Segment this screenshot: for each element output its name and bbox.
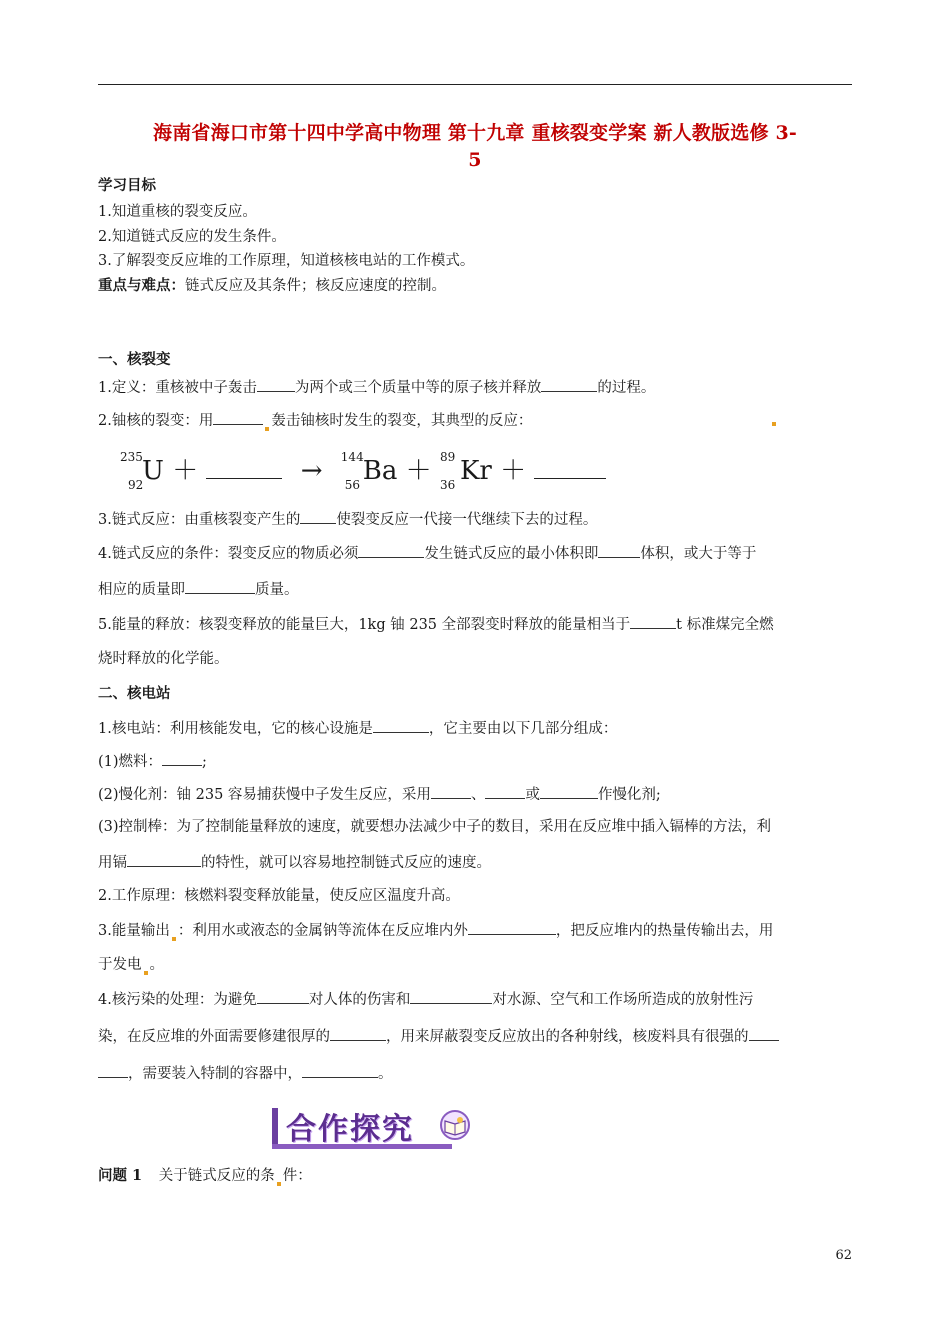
- fill-blank[interactable]: [485, 784, 525, 799]
- s2-line-control-rod-cont: [98, 852, 491, 873]
- text: 作慢化剂;: [597, 787, 661, 803]
- s2-line-fuel: [98, 751, 207, 772]
- fill-blank[interactable]: [598, 543, 640, 558]
- text: ：利用水或液态的金属钠等流体在反应堆内外: [177, 923, 468, 939]
- text: ;: [202, 754, 207, 770]
- nuclide-barium: [340, 450, 398, 492]
- s2-line-pollution-end: [98, 1063, 393, 1084]
- text: 的过程。: [597, 380, 656, 396]
- text: 3.链式反应：由重核裂变产生的: [98, 512, 301, 528]
- element-symbol: Kr: [459, 456, 492, 486]
- title-line-2: 5: [468, 149, 482, 171]
- objective-item: 3.了解裂变反应堆的工作原理，知道核核电站的工作模式。: [98, 253, 475, 269]
- s2-line-energy-output-cont: [98, 955, 164, 975]
- fill-blank[interactable]: [300, 509, 336, 524]
- text: 3.能量输出: [98, 923, 170, 939]
- plus-sign: ＋: [500, 456, 527, 486]
- banner-bar: [272, 1108, 278, 1148]
- text: 对人体的伤害和: [308, 992, 411, 1008]
- fill-blank[interactable]: [468, 920, 556, 935]
- stray-dot: [144, 971, 148, 975]
- section2-heading: 二、核电站: [98, 685, 171, 702]
- page-title: [98, 120, 852, 174]
- text: 或: [525, 787, 540, 803]
- arrow-icon: →: [300, 456, 323, 486]
- s2-line-pollution-cont: [98, 1026, 779, 1047]
- question-text-end: 件：: [282, 1168, 312, 1184]
- open-book-icon: [438, 1110, 472, 1140]
- fill-blank[interactable]: [541, 377, 597, 392]
- element-symbol: Ba: [362, 456, 398, 486]
- fill-blank[interactable]: [213, 410, 263, 425]
- fill-blank[interactable]: [302, 1063, 378, 1078]
- s2-line-pollution: [98, 989, 753, 1010]
- text: 对水源、空气和工作场所造成的放射性污: [492, 992, 754, 1008]
- fill-blank[interactable]: [431, 784, 471, 799]
- text: 染，在反应堆的外面需要修建很厚的: [98, 1029, 330, 1045]
- s2-line-plant: [98, 718, 617, 739]
- text: (2)慢化剂：铀 235 容易捕获慢中子发生反应，采用: [98, 787, 431, 803]
- text: 1.定义：重核被中子轰击: [98, 380, 257, 396]
- fill-blank[interactable]: [98, 1063, 128, 1078]
- objective-item: 1.知道重核的裂变反应。: [98, 204, 257, 220]
- mass-number: 144: [340, 450, 364, 464]
- fill-blank[interactable]: [534, 454, 606, 479]
- nuclide-uranium: [120, 450, 164, 492]
- s1-line-uranium: [98, 410, 532, 431]
- fill-blank[interactable]: [540, 784, 598, 799]
- fill-blank[interactable]: [630, 614, 676, 629]
- text: 相应的质量即: [98, 582, 185, 598]
- stray-dot: [772, 422, 776, 426]
- s1-line-definition: [98, 377, 655, 398]
- s1-line-chain-reaction: [98, 509, 597, 530]
- text: 体积，或大于等于: [640, 546, 757, 562]
- text: 使裂变反应一代接一代继续下去的过程。: [336, 512, 598, 528]
- s1-line-energy: [98, 614, 774, 635]
- fill-blank[interactable]: [206, 454, 282, 479]
- mass-number: 235: [120, 450, 143, 464]
- fill-blank[interactable]: [330, 1026, 386, 1041]
- fill-blank[interactable]: [410, 989, 492, 1004]
- text: t 标准煤完全燃: [676, 617, 774, 633]
- fill-blank[interactable]: [127, 852, 201, 867]
- mass-number: 89: [439, 450, 456, 464]
- text: 射线，核废料具有很强的: [589, 1029, 749, 1045]
- page-number: 62: [835, 1248, 852, 1263]
- text: 。: [149, 957, 164, 973]
- text: 于发电: [98, 957, 142, 973]
- text: 用镉: [98, 855, 127, 871]
- text: 发生链式反应的最小体积即: [424, 546, 599, 562]
- s1-line-energy-cont: 烧时释放的化学能。: [98, 651, 229, 667]
- atomic-number: 36: [439, 478, 456, 492]
- text: ，用来屏蔽裂变反应放出的各种: [386, 1029, 589, 1045]
- stray-dot: [265, 427, 269, 431]
- objectives-heading: 学习目标: [98, 177, 156, 194]
- s1-line-conditions: [98, 543, 756, 564]
- text: ，把反应堆内的热量传输出去，用: [555, 923, 774, 939]
- text: ，它主要由以下几部分组成：: [428, 721, 618, 737]
- text: 2.铀核的裂变：用: [98, 413, 214, 429]
- banner-title: 合作探究: [286, 1112, 414, 1147]
- question-label: 问题 1: [98, 1167, 143, 1184]
- objective-item: 2.知道链式反应的发生条件。: [98, 229, 286, 245]
- fill-blank[interactable]: [257, 989, 309, 1004]
- element-symbol: U: [142, 456, 164, 486]
- s2-line-control-rod: (3)控制棒：为了控制能量释放的速度，就要想办法减少中子的数目，采用在反应堆中插入镉棒的方法，利: [98, 819, 772, 835]
- text: 5.能量的释放：核裂变释放的能量巨大，1kg 铀 235 全部裂变时释放的能量相当于: [98, 617, 631, 633]
- text: (1)燃料：: [98, 754, 163, 770]
- atomic-number: 56: [344, 478, 361, 492]
- fill-blank[interactable]: [257, 377, 295, 392]
- text: 的特性，就可以容易地控制链式反应的速度。: [201, 855, 491, 871]
- plus-sign: ＋: [172, 456, 199, 486]
- text: 1.核电站：利用核能发电，它的核心设施是: [98, 721, 373, 737]
- atomic-number: 92: [128, 478, 144, 492]
- fission-equation: [120, 450, 606, 496]
- key-points-text: 链式反应及其条件；核反应速度的控制。: [185, 278, 446, 294]
- question-1: [98, 1166, 312, 1186]
- text: 4.核污染的处理：为避免: [98, 992, 257, 1008]
- plus-sign: ＋: [405, 456, 432, 486]
- fill-blank[interactable]: [162, 751, 202, 766]
- cooperative-inquiry-banner: [272, 1104, 476, 1150]
- text: 为两个或三个质量中等的原子核并释放: [294, 380, 542, 396]
- fill-blank[interactable]: [373, 718, 429, 733]
- text: 轰击铀核时发生的裂变，其典型的反应：: [271, 413, 533, 429]
- question-text: 关于链式反应的条: [158, 1168, 275, 1184]
- fill-blank[interactable]: [185, 579, 255, 594]
- s2-line-working-principle: 2.工作原理：核燃料裂变释放能量，使反应区温度升高。: [98, 888, 460, 904]
- s1-line-conditions-cont: [98, 579, 299, 600]
- s2-line-energy-output: [98, 920, 773, 941]
- stray-dot: [277, 1182, 281, 1186]
- text: 、: [470, 787, 486, 803]
- fill-blank[interactable]: [358, 543, 424, 558]
- title-line-1: 海南省海口市第十四中学高中物理 第十九章 重核裂变学案 新人教版选修 3-: [153, 122, 797, 144]
- stray-dot: [172, 937, 176, 941]
- section1-heading: 一、核裂变: [98, 351, 171, 368]
- nuclide-krypton: [439, 450, 492, 492]
- text: 。: [378, 1066, 393, 1082]
- key-points-label: 重点与难点：: [98, 277, 185, 294]
- key-points: [98, 276, 446, 296]
- header-rule: [98, 84, 852, 85]
- s2-line-moderator: [98, 784, 661, 805]
- fill-blank[interactable]: [749, 1026, 779, 1041]
- text: 4.链式反应的条件：裂变反应的物质必须: [98, 546, 359, 562]
- text: 质量。: [255, 582, 299, 598]
- text: ，需要装入特制的容器中，: [128, 1066, 302, 1082]
